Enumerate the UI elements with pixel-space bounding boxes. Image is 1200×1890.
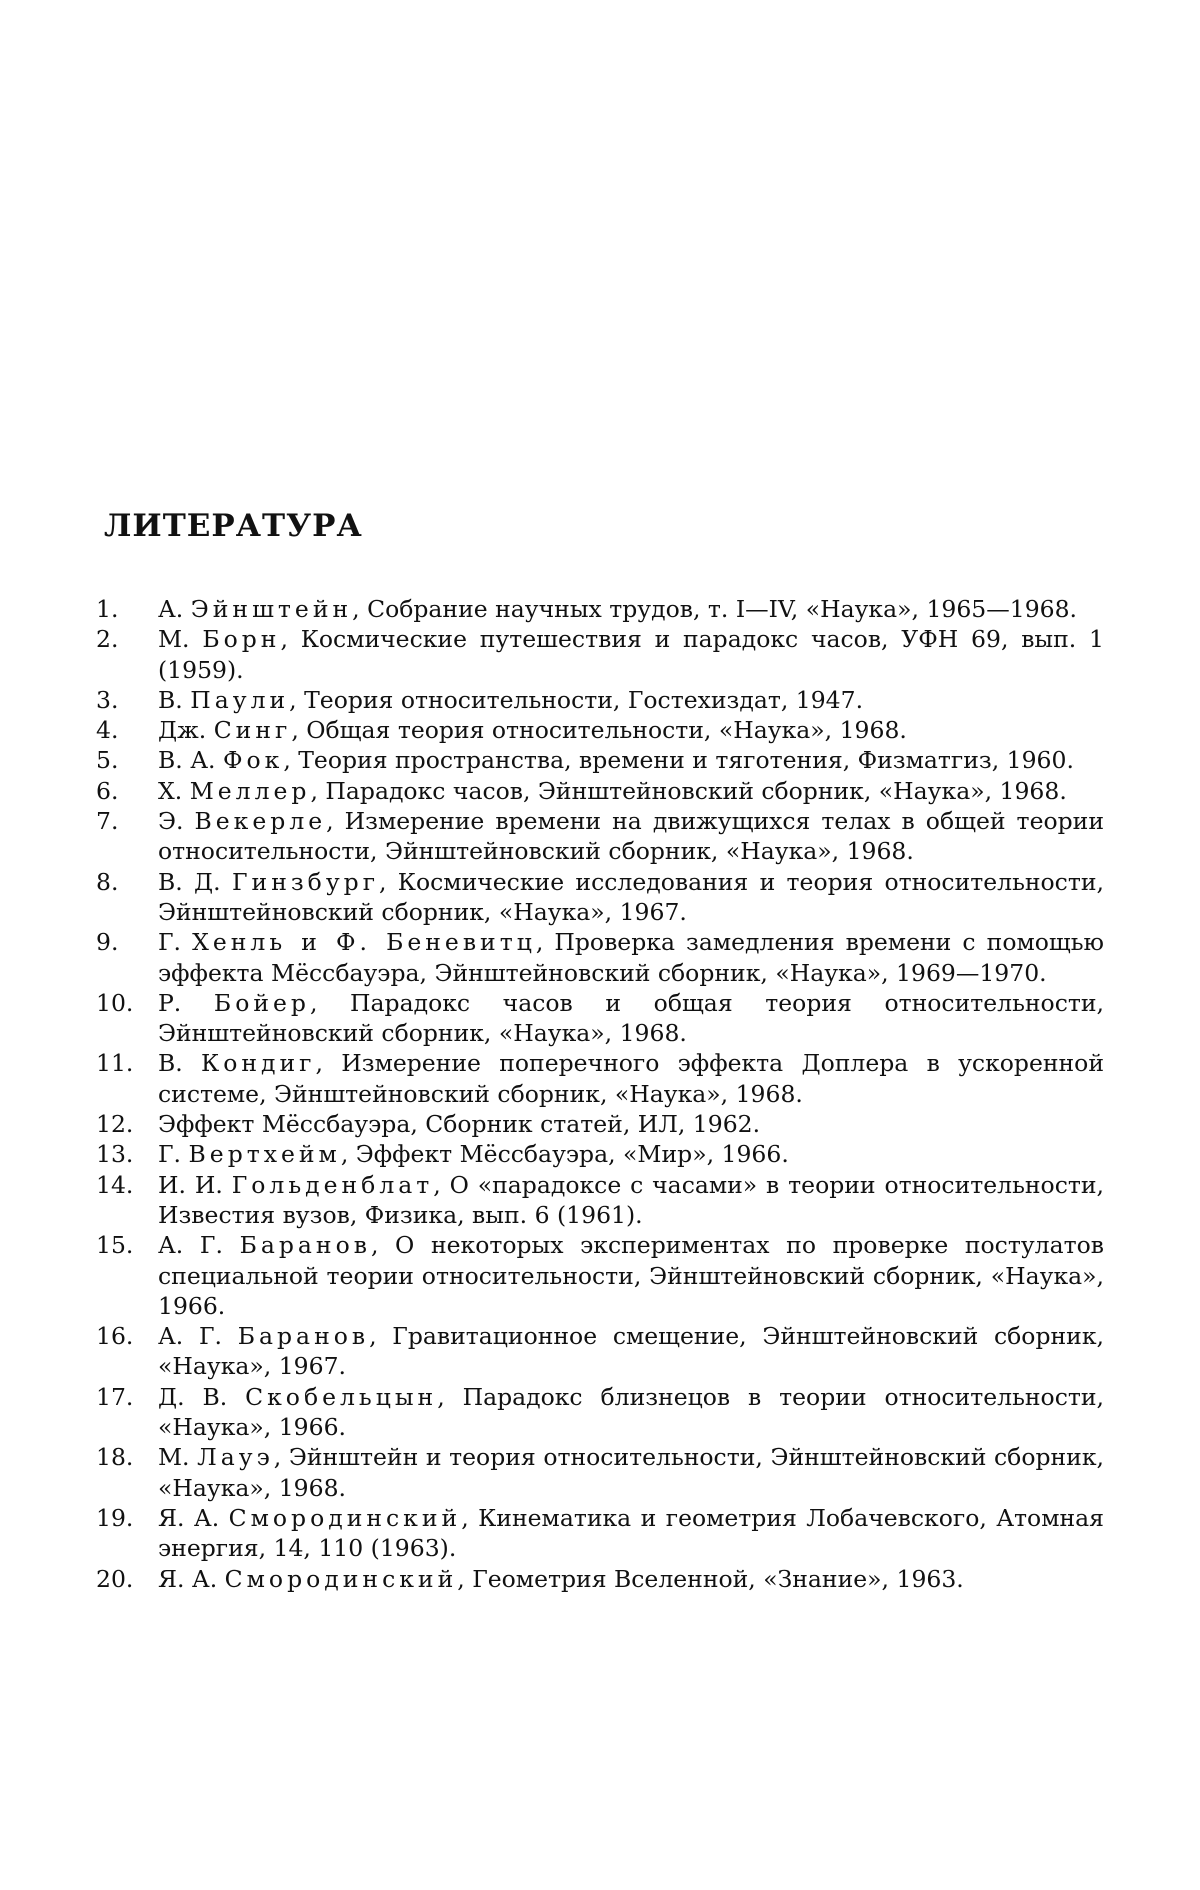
author-surname: Кондиг xyxy=(201,1049,316,1078)
author-surname: Смородинский xyxy=(224,1564,458,1593)
reference-text: , Геометрия Вселенной, «Знание», 1963. xyxy=(457,1564,964,1593)
author-surname: Баранов xyxy=(239,1231,371,1260)
author-initials: А. Г. xyxy=(158,1322,223,1351)
reference-number: 2. xyxy=(96,625,119,654)
author-surname: Лауэ xyxy=(197,1443,274,1472)
reference-item xyxy=(96,1321,1104,1382)
reference-text: , Эйнштейн и теория относительности, Эйнштейновский сборник, «Наука», 1968. xyxy=(158,1443,1104,1502)
reference-number: 3. xyxy=(96,685,119,714)
reference-item xyxy=(96,776,1104,806)
author-surname: Бойер xyxy=(213,988,310,1017)
reference-number: 17. xyxy=(96,1382,134,1411)
reference-number: 14. xyxy=(96,1170,134,1199)
reference-number: 7. xyxy=(96,807,119,836)
reference-item xyxy=(96,1442,1104,1503)
author-surname: Борн xyxy=(202,625,281,654)
reference-text: , Общая теория относительности, «Наука», 1968. xyxy=(291,716,907,745)
reference-text: , Теория относительности, Гостехиздат, 1947. xyxy=(289,685,864,714)
author-surname: Фок xyxy=(222,746,284,775)
reference-text: , Теория пространства, времени и тяготения, Физматгиз, 1960. xyxy=(283,746,1074,775)
author-surname: Паули xyxy=(190,685,290,714)
reference-item xyxy=(96,1109,1104,1139)
reference-text: , Измерение поперечного эффекта Доплера в ускоренной системе, Эйнштейновский сборник, «Наука», 1968. xyxy=(158,1049,1104,1108)
reference-text: , О «парадоксе с часами» в теории относительности, Известия вузов, Физика, вып. 6 (1961). xyxy=(158,1170,1104,1229)
reference-item xyxy=(96,988,1104,1049)
reference-text: , О некоторых экспериментах по проверке постулатов специальной теории относительности, Эйнштейновский сборник, «Наука», 1966. xyxy=(158,1231,1104,1320)
reference-text: , Космические путешествия и парадокс часов, УФН 69, вып. 1 (1959). xyxy=(158,625,1104,684)
author-surname: Эйнштейн xyxy=(190,595,353,623)
reference-item xyxy=(96,715,1104,745)
reference-item xyxy=(96,745,1104,775)
reference-text: , Собрание научных трудов, т. I—IV, «Наука», 1965—1968. xyxy=(352,595,1078,623)
reference-number: 11. xyxy=(96,1049,134,1078)
reference-number: 16. xyxy=(96,1322,134,1351)
author-surname: Меллер xyxy=(189,776,311,805)
author-surname: Гинзбург xyxy=(231,867,380,896)
author-initials: Р. xyxy=(158,988,182,1017)
author-initials: М. xyxy=(158,625,190,654)
reference-number: 1. xyxy=(96,595,119,623)
author-surname: Синг xyxy=(213,716,292,745)
reference-item xyxy=(96,1170,1104,1231)
reference-item xyxy=(96,1048,1104,1109)
reference-item xyxy=(96,927,1104,988)
author-initials: Х. xyxy=(158,776,183,805)
reference-item xyxy=(96,685,1104,715)
author-initials: Г. xyxy=(158,1140,182,1169)
reference-text: , Парадокс близнецов в теории относительности, «Наука», 1966. xyxy=(158,1382,1104,1442)
reference-text: , Парадокс часов и общая теория относительности, Эйнштейновский сборник, «Наука», 1968. xyxy=(158,988,1104,1048)
reference-number: 12. xyxy=(96,1110,134,1139)
author-surname: Векерле xyxy=(194,807,327,836)
author-initials: А. Г. xyxy=(158,1231,223,1260)
author-surname: Смородинский xyxy=(228,1503,462,1532)
section-heading: ЛИТЕРАТУРА xyxy=(104,508,363,544)
reference-text: Эффект Мёссбауэра, Сборник статей, ИЛ, 1962. xyxy=(158,1110,761,1139)
reference-number: 13. xyxy=(96,1140,134,1169)
reference-item xyxy=(96,1230,1104,1321)
author-initials: Д. В. xyxy=(158,1382,228,1411)
author-initials: Я. А. xyxy=(158,1564,218,1593)
author-initials: Г. xyxy=(158,928,182,957)
reference-item xyxy=(96,1139,1104,1169)
author-surname: Хенль и Ф. Беневитц xyxy=(192,928,536,957)
author-initials: А. xyxy=(158,595,184,623)
reference-number: 18. xyxy=(96,1443,134,1472)
author-initials: Я. А. xyxy=(158,1503,220,1532)
reference-text: , Парадокс часов, Эйнштейновский сборник, «Наука», 1968. xyxy=(310,776,1067,805)
reference-item xyxy=(96,867,1104,928)
reference-item xyxy=(96,1382,1104,1443)
author-surname: Гольденблат xyxy=(231,1170,434,1199)
reference-text: , Космические исследования и теория относительности, Эйнштейновский сборник, «Наука», 1967. xyxy=(158,867,1104,926)
reference-number: 9. xyxy=(96,928,119,957)
author-surname: Баранов xyxy=(237,1322,370,1351)
reference-number: 10. xyxy=(96,988,134,1017)
author-initials: И. И. xyxy=(158,1170,223,1199)
reference-text: , Измерение времени на движущихся телах в общей теории относительности, Эйнштейновский сборник, «Наука», 1968. xyxy=(158,807,1104,866)
reference-text: , Эффект Мёссбауэра, «Мир», 1966. xyxy=(340,1140,789,1169)
reference-number: 15. xyxy=(96,1231,134,1260)
reference-text: , Гравитационное смещение, Эйнштейновский сборник, «Наука», 1967. xyxy=(158,1322,1104,1381)
author-initials: В. xyxy=(158,685,183,714)
reference-text: , Кинематика и геометрия Лобачевского, Атомная энергия, 14, 110 (1963). xyxy=(158,1503,1104,1563)
reference-number: 8. xyxy=(96,867,119,896)
author-surname: Вертхейм xyxy=(188,1140,341,1169)
reference-number: 19. xyxy=(96,1503,134,1532)
reference-number: 4. xyxy=(96,716,119,745)
reference-item xyxy=(96,624,1104,685)
author-initials: Дж. xyxy=(158,716,207,745)
author-initials: В. Д. xyxy=(158,867,221,896)
reference-item xyxy=(96,1503,1104,1564)
reference-item xyxy=(96,1564,1104,1594)
reference-number: 6. xyxy=(96,776,119,805)
reference-item xyxy=(96,806,1104,867)
author-initials: М. xyxy=(158,1443,190,1472)
author-initials: Э. xyxy=(158,807,184,836)
reference-text: , Проверка замедления времени с помощью эффекта Мёссбауэра, Эйнштейновский сборник, «Наука», 1969—1970. xyxy=(158,928,1104,987)
author-surname: Скобельцын xyxy=(245,1382,438,1411)
author-initials: В. xyxy=(158,1049,183,1078)
reference-list xyxy=(96,594,1104,1594)
reference-item xyxy=(96,594,1104,624)
reference-number: 20. xyxy=(96,1564,134,1593)
author-initials: В. А. xyxy=(158,746,216,775)
reference-number: 5. xyxy=(96,746,119,775)
